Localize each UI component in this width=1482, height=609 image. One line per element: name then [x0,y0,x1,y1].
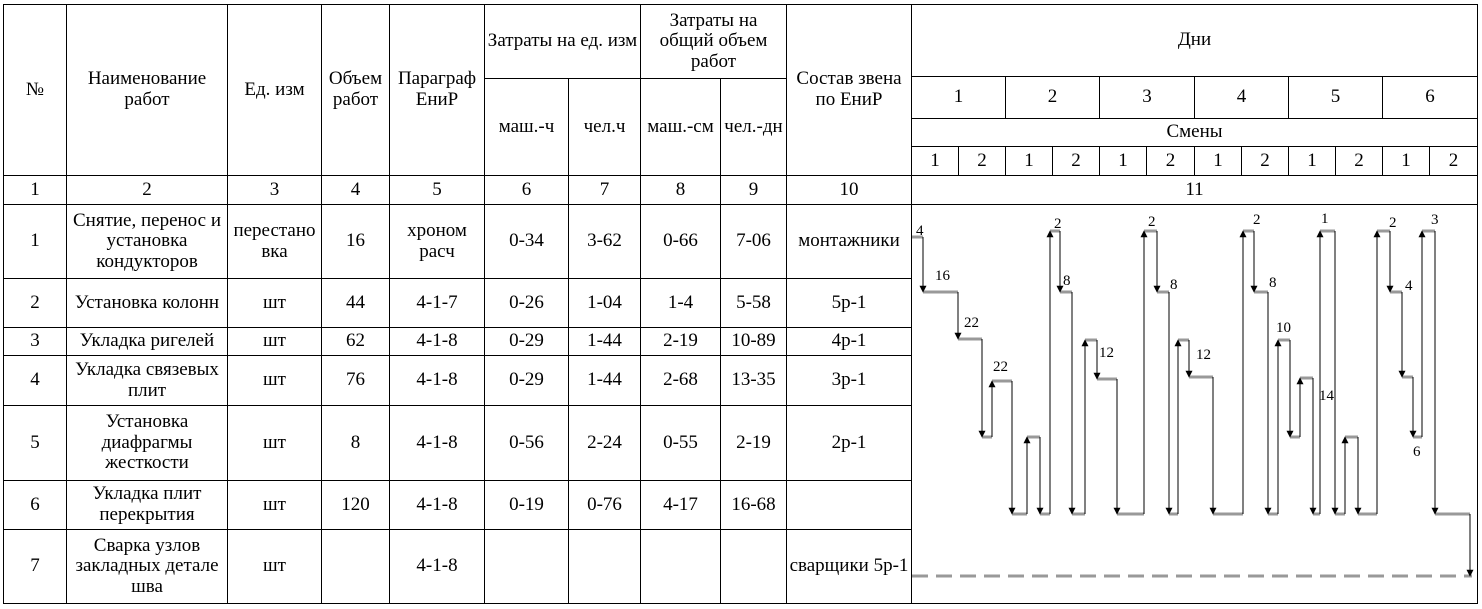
shift-number: 2 [1260,149,1270,171]
diagram-label: 1 [1321,211,1329,227]
row-paragraph: хроном расч [407,219,467,262]
row-unit: шт [263,431,286,453]
day-number: 3 [1142,86,1152,108]
row-no: 5 [30,431,40,453]
day-number: 5 [1330,86,1341,108]
diagram-label: 22 [964,315,979,331]
header-volume: Объем работ [328,68,383,110]
row-unit: шт [263,369,286,391]
shift-number: 2 [1165,149,1176,171]
shift-number: 1 [1401,149,1411,171]
header-cost-total: Затраты на общий объем работ [659,9,768,72]
header-unit: Ед. изм [244,78,305,100]
row-mash-ch: 0-56 [509,431,544,453]
diagram-label: 14 [1319,388,1334,404]
row-no: 4 [30,369,40,391]
diagram-arrows [923,231,1470,576]
column-number: 1 [30,178,40,200]
row-name: Установка диафрагмы жесткости [101,411,193,474]
shift-number: 1 [1118,149,1128,171]
header-mash-sm: маш.-см [647,115,714,137]
row-unit: шт [263,555,286,577]
row-name: Укладка ригелей [79,330,215,352]
diagram-label: 16 [935,268,950,284]
diagram-label: 2 [1253,212,1261,228]
diagram-label: 6 [1413,444,1421,460]
row-mash-ch: 0-34 [509,230,544,252]
diagram-label: 12 [1196,347,1211,363]
row-paragraph: 4-1-8 [416,555,458,577]
diagram-label: 4 [1405,278,1413,294]
row-no: 1 [30,230,40,252]
row-unit: шт [263,493,286,515]
row-mash-sm: 2-68 [663,369,698,391]
column-number: 11 [1185,178,1204,200]
day-number: 2 [1047,86,1058,108]
row-chel-dn: 16-68 [731,493,776,515]
row-paragraph: 4-1-8 [416,330,458,352]
row-no: 2 [30,291,40,313]
row-name: Установка колонн [74,291,220,313]
row-crew: монтажники [798,230,900,252]
diagram-label: 2 [1148,214,1156,230]
row-paragraph: 4-1-7 [416,291,458,313]
column-number: 10 [839,178,859,200]
row-chel-dn: 7-06 [736,230,771,252]
row-no: 7 [30,555,40,577]
header-days: Дни [1177,29,1212,51]
row-chel-dn: 2-19 [736,431,771,453]
row-no: 3 [30,330,40,352]
day-number: 6 [1425,86,1435,108]
header-chel-ch: чел.ч [583,115,626,137]
shift-number: 1 [1024,149,1034,171]
row-mash-ch: 0-29 [509,369,544,391]
shift-number: 1 [1307,149,1317,171]
day-number: 4 [1236,86,1247,108]
diagram-label: 8 [1063,273,1071,289]
row-volume: 44 [346,291,365,313]
row-name: Снятие, перенос и установка кондукторов [72,209,221,272]
column-number: 3 [269,178,280,200]
header-chel-dn: чел.-дн [724,115,783,137]
row-chel-ch: 1-44 [587,330,622,352]
row-crew: сварщики 5р-1 [789,555,909,577]
row-mash-ch: 0-19 [509,493,544,515]
row-crew: 4р-1 [831,330,867,352]
row-paragraph: 4-1-8 [416,369,458,391]
row-mash-ch: 0-26 [509,291,544,313]
diagram-labels [916,211,1439,460]
row-mash-sm: 4-17 [663,493,698,515]
header-cost-unit: Затраты на ед. изм [487,30,638,52]
row-chel-dn: 10-89 [731,330,776,352]
row-no: 6 [30,493,40,515]
column-number: 4 [350,178,361,200]
column-number: 2 [142,178,152,200]
row-mash-sm: 0-66 [663,230,698,252]
shift-number: 2 [977,149,987,171]
row-chel-ch: 1-04 [587,291,622,313]
row-unit: перестановка [233,219,316,262]
row-chel-ch: 2-24 [587,431,622,453]
shift-number: 2 [1448,149,1459,171]
diagram-label: 8 [1269,275,1277,291]
row-chel-ch: 1-44 [587,369,622,391]
column-number: 9 [748,178,759,200]
diagram-label: 2 [1389,215,1397,231]
row-chel-dn: 13-35 [731,369,776,391]
day-number: 1 [953,86,964,108]
column-number: 6 [521,178,532,200]
header-crew: Состав звена по ЕниР [796,68,902,110]
row-paragraph: 4-1-8 [416,493,458,515]
row-chel-dn: 5-58 [736,291,771,313]
row-name: Сварка узлов закладных детале шва [75,534,219,597]
header-name: Наименование работ [87,68,207,110]
row-unit: шт [263,291,286,313]
row-volume: 76 [346,369,365,391]
diagram-label: 22 [993,359,1008,375]
row-chel-ch: 0-76 [587,493,622,515]
row-unit: шт [263,330,286,352]
shift-number: 2 [1071,149,1081,171]
row-crew: 5р-1 [831,291,867,313]
header-no: № [25,78,45,100]
diagram-label: 3 [1431,212,1439,228]
row-chel-ch: 3-62 [587,230,622,252]
header-mash-ch: маш.-ч [498,115,555,137]
column-number: 5 [432,178,442,200]
row-crew: 2р-1 [831,431,867,453]
column-number: 8 [675,178,686,200]
column-number: 7 [599,178,610,200]
row-mash-ch: 0-29 [509,330,544,352]
row-name: Укладка плит перекрытия [92,483,202,525]
row-mash-sm: 0-55 [663,431,698,453]
row-mash-sm: 2-19 [663,330,698,352]
row-mash-sm: 1-4 [667,291,694,313]
diagram-label: 4 [916,223,924,239]
shift-number: 1 [1213,149,1223,171]
row-crew: 3р-1 [831,369,867,391]
header-shifts: Смены [1166,121,1223,143]
row-paragraph: 4-1-8 [416,431,458,453]
diagram-label: 12 [1099,345,1114,361]
diagram-label: 8 [1170,277,1178,293]
diagram-label: 2 [1054,216,1062,232]
shift-number: 2 [1354,149,1364,171]
row-volume: 8 [350,431,361,453]
row-volume: 120 [341,493,370,515]
header-paragraph: Параграф ЕниР [397,68,477,110]
row-volume: 16 [346,230,365,252]
shift-number: 1 [930,149,940,171]
row-volume: 62 [346,330,365,352]
row-name: Укладка связевых плит [75,358,219,401]
diagram-label: 10 [1276,320,1291,336]
